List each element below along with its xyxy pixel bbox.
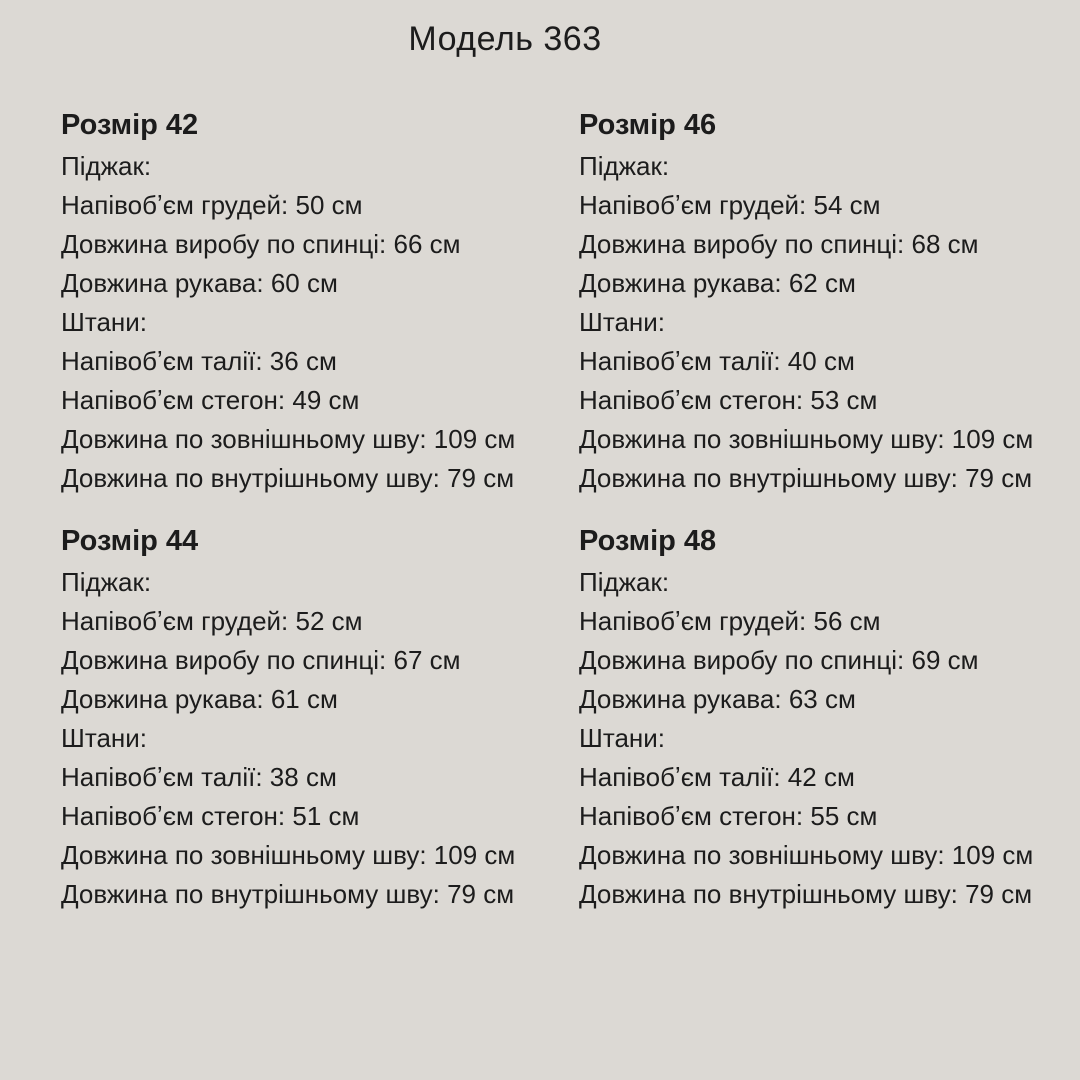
size-heading: Розмір 42	[61, 109, 199, 141]
size-block-48	[579, 522, 1079, 914]
jacket-chest: Напівобʼєм грудей: 54 см	[579, 190, 881, 220]
jacket-label: Піджак:	[579, 151, 670, 181]
jacket-label: Піджак:	[61, 151, 152, 181]
size-block-44	[61, 522, 561, 914]
jacket-sleeve-length: Довжина рукава: 60 см	[61, 268, 338, 298]
jacket-back-length: Довжина виробу по спинці: 69 см	[579, 645, 979, 675]
pants-label: Штани:	[61, 307, 148, 337]
pants-inseam: Довжина по внутрішньому шву: 79 см	[579, 463, 1033, 493]
pants-inseam: Довжина по внутрішньому шву: 79 см	[61, 879, 515, 909]
size-heading: Розмір 46	[579, 109, 717, 141]
pants-outseam: Довжина по зовнішньому шву: 109 см	[61, 424, 516, 454]
size-heading: Розмір 44	[61, 525, 199, 557]
size-block-46	[579, 106, 1079, 498]
pants-waist: Напівобʼєм талії: 38 см	[61, 762, 337, 792]
pants-hips: Напівобʼєм стегон: 49 см	[61, 385, 360, 415]
jacket-chest: Напівобʼєм грудей: 56 см	[579, 606, 881, 636]
pants-hips: Напівобʼєм стегон: 53 см	[579, 385, 878, 415]
jacket-chest: Напівобʼєм грудей: 50 см	[61, 190, 363, 220]
pants-waist: Напівобʼєм талії: 42 см	[579, 762, 855, 792]
jacket-label: Піджак:	[579, 567, 670, 597]
size-heading: Розмір 48	[579, 525, 717, 557]
pants-hips: Напівобʼєм стегон: 51 см	[61, 801, 360, 831]
jacket-sleeve-length: Довжина рукава: 63 см	[579, 684, 856, 714]
jacket-chest: Напівобʼєм грудей: 52 см	[61, 606, 363, 636]
pants-label: Штани:	[579, 723, 666, 753]
pants-label: Штани:	[61, 723, 148, 753]
jacket-back-length: Довжина виробу по спинці: 68 см	[579, 229, 979, 259]
pants-waist: Напівобʼєм талії: 36 см	[61, 346, 337, 376]
pants-waist: Напівобʼєм талії: 40 см	[579, 346, 855, 376]
jacket-back-length: Довжина виробу по спинці: 66 см	[61, 229, 461, 259]
pants-outseam: Довжина по зовнішньому шву: 109 см	[61, 840, 516, 870]
pants-inseam: Довжина по внутрішньому шву: 79 см	[61, 463, 515, 493]
page-title: Модель 363	[408, 20, 602, 58]
jacket-sleeve-length: Довжина рукава: 61 см	[61, 684, 338, 714]
pants-outseam: Довжина по зовнішньому шву: 109 см	[579, 840, 1034, 870]
jacket-label: Піджак:	[61, 567, 152, 597]
jacket-sleeve-length: Довжина рукава: 62 см	[579, 268, 856, 298]
pants-outseam: Довжина по зовнішньому шву: 109 см	[579, 424, 1034, 454]
pants-inseam: Довжина по внутрішньому шву: 79 см	[579, 879, 1033, 909]
jacket-back-length: Довжина виробу по спинці: 67 см	[61, 645, 461, 675]
size-block-42	[61, 106, 561, 498]
pants-label: Штани:	[579, 307, 666, 337]
pants-hips: Напівобʼєм стегон: 55 см	[579, 801, 878, 831]
